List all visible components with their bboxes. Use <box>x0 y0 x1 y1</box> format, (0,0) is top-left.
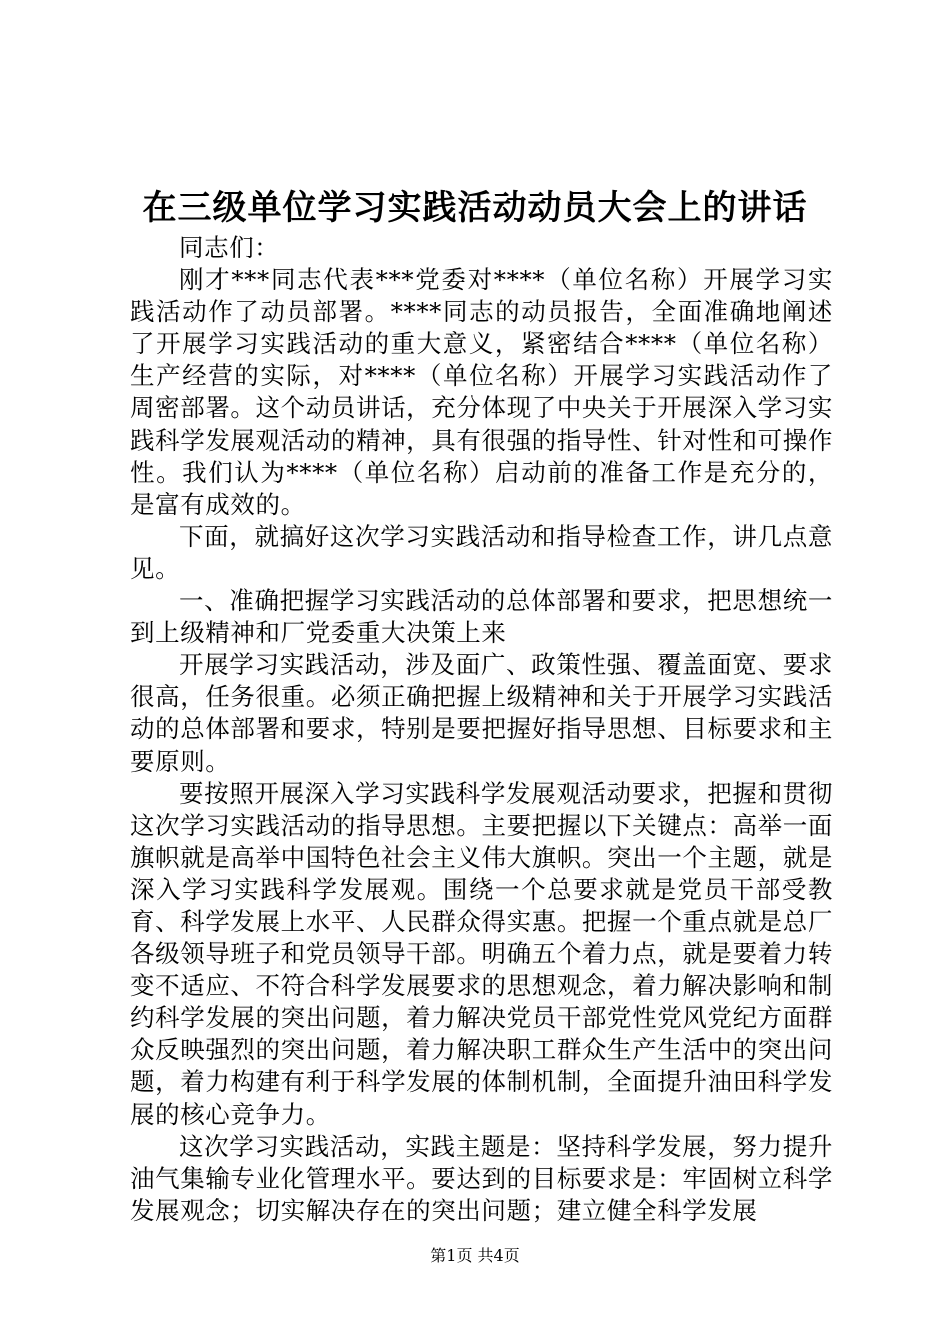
document-body <box>130 232 833 1227</box>
salutation-paragraph: 同志们： <box>179 233 280 262</box>
body-paragraph: 这次学习实践活动，实践主题是：坚持科学发展，努力提升油气集输专业化管理水平。要达到的目标要求是：牢固树立科学发展观念；切实解决存在的突出问题；建立健全科学发展 <box>130 1131 833 1225</box>
body-paragraph: 要按照开展深入学习实践科学发展观活动要求，把握和贯彻这次学习实践活动的指导思想。主要把握以下关键点：高举一面旗帜就是高举中国特色社会主义伟大旗帜。突出一个主题，就是深入学习实践科学发展观。围绕一个总要求就是党员干部受教育、科学发展上水平、人民群众得实惠。把握一个重点就是总厂各级领导班子和党员领导干部。明确五个着力点，就是要着力转变不适应、不符合科学发展要求的思想观念，着力解决影响和制约科学发展的突出问题，着力解决党员干部党性党风党纪方面群众反映强烈的突出问题，着力解决职工群众生产生活中的突出问题，着力构建有利于科学发展的体制机制，全面提升油田科学发展的核心竞争力。 <box>130 778 833 1129</box>
body-paragraph: 刚才***同志代表***党委对****（单位名称）开展学习实践活动作了动员部署。****同志的动员报告，全面准确地阐述了开展学习实践活动的重大意义，紧密结合****（单位名称）生产经营的实际，对****（单位名称）开展学习实践活动作了周密部署。这个动员讲话，充分体现了中央关于开展深入学习实践科学发展观活动的精神，具有很强的指导性、针对性和可操作性。我们认为****（单位名称）启动前的准备工作是充分的，是富有成效的。 <box>130 265 833 519</box>
document-title: 在三级单位学习实践活动动员大会上的讲话 <box>142 188 808 228</box>
body-paragraph: 开展学习实践活动，涉及面广、政策性强、覆盖面宽、要求很高，任务很重。必须正确把握上级精神和关于开展学习实践活动的总体部署和要求，特别是要把握好指导思想、目标要求和主要原则。 <box>130 650 833 776</box>
page-number-footer: 第1页 共4页 <box>430 1246 520 1265</box>
body-paragraph: 下面，就搞好这次学习实践活动和指导检查工作，讲几点意见。 <box>130 521 833 583</box>
section-heading: 一、准确把握学习实践活动的总体部署和要求，把思想统一到上级精神和厂党委重大决策上来 <box>130 586 833 648</box>
